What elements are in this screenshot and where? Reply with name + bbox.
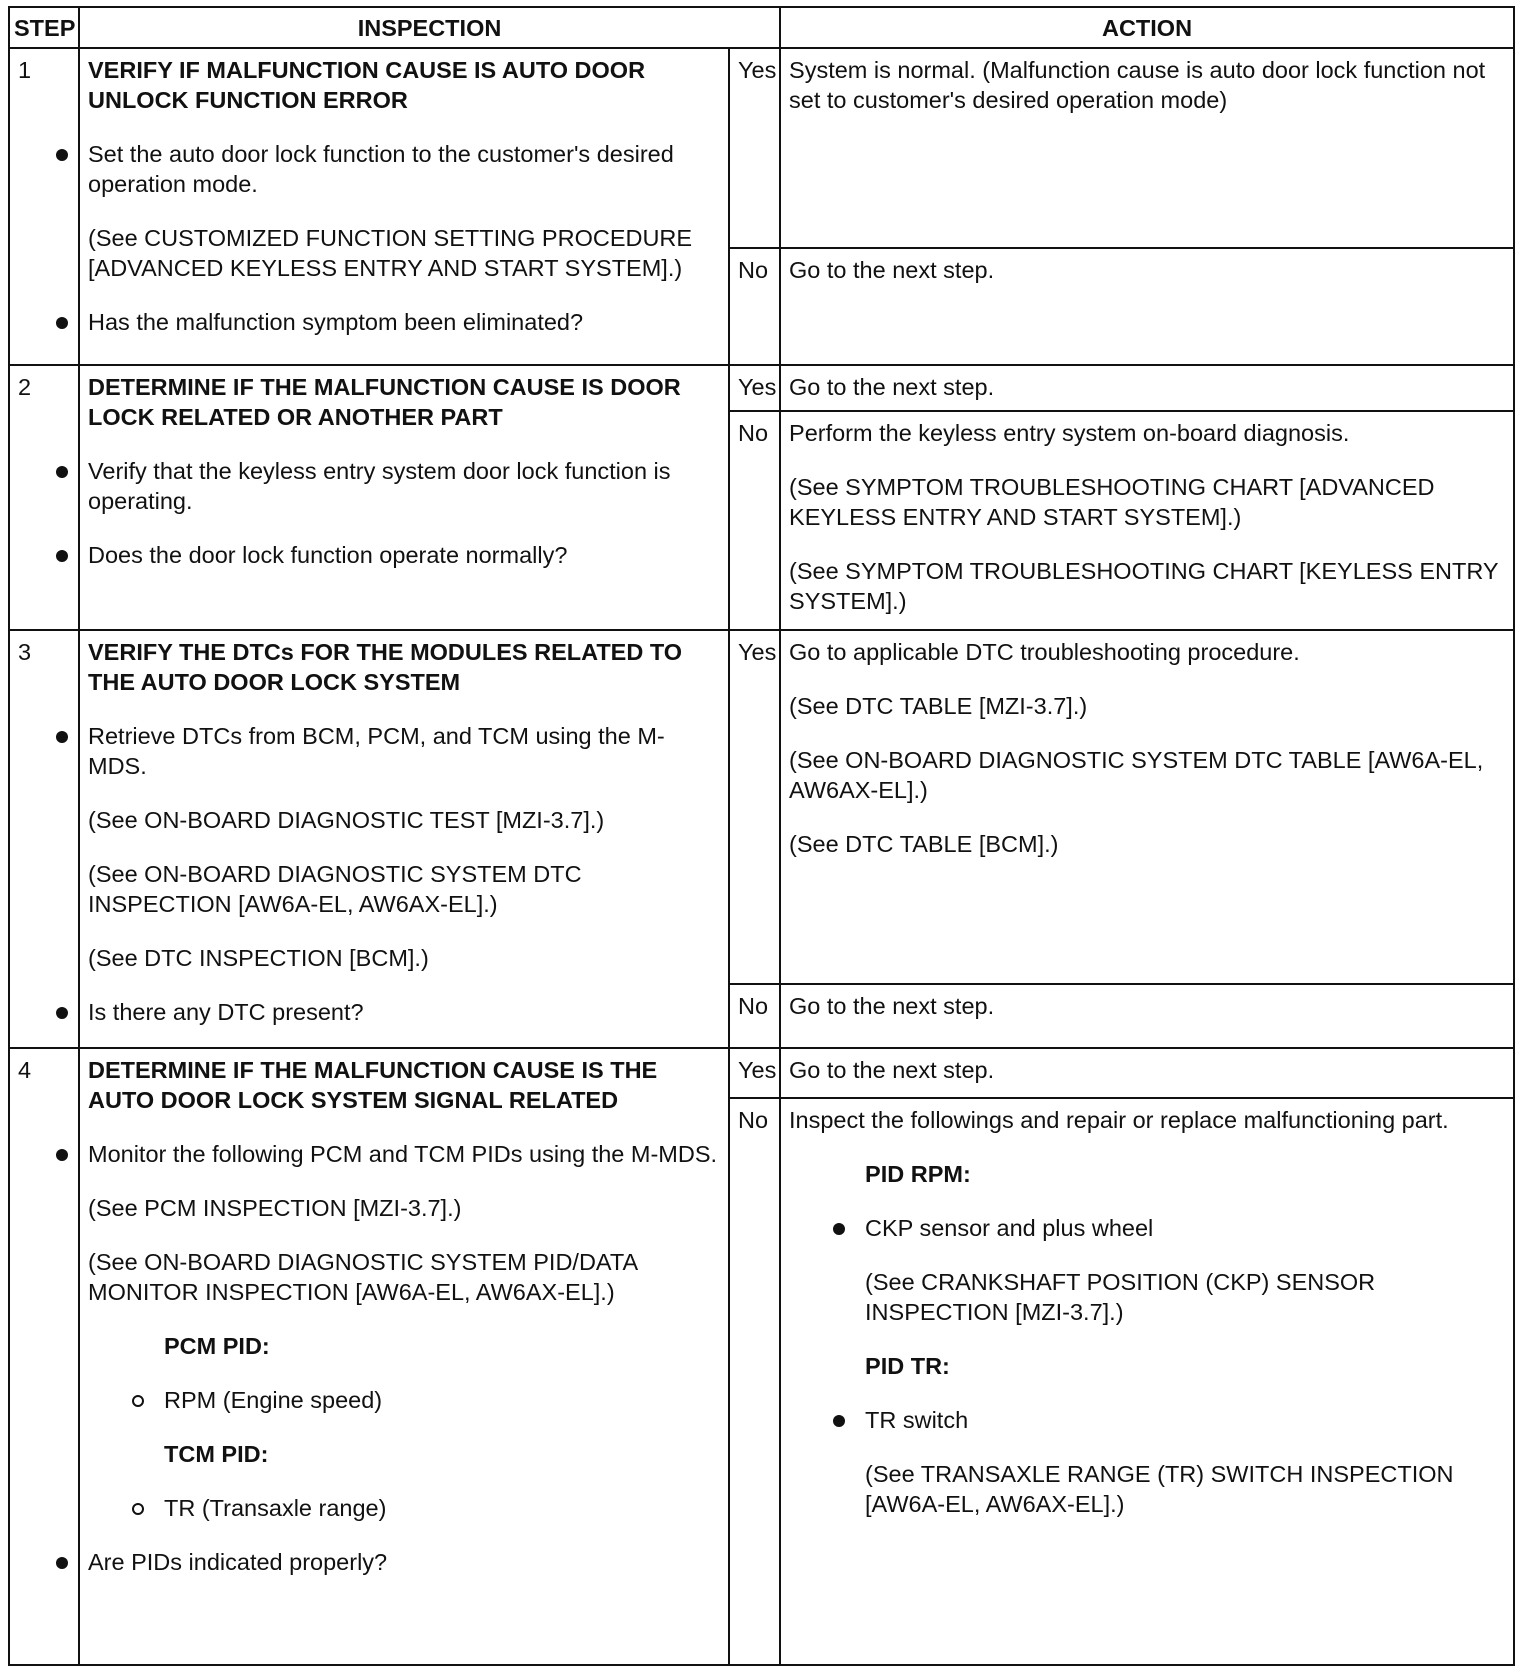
step-3-inspection (79, 630, 729, 1048)
step-title: DETERMINE IF THE MALFUNCTION CAUSE IS THE AUTO DOOR LOCK SYSTEM SIGNAL RELATED (88, 1057, 658, 1114)
step-title: DETERMINE IF THE MALFUNCTION CAUSE IS DOOR LOCK RELATED OR ANOTHER PART (88, 374, 681, 431)
reference-note: (See ON-BOARD DIAGNOSTIC SYSTEM PID/DATA MONITOR INSPECTION [AW6A-EL, AW6AX-EL].) (88, 1249, 637, 1306)
yes-action (780, 48, 1514, 248)
step-number: 4 (9, 1048, 79, 1665)
action-text: Go to applicable DTC troubleshooting procedure. (789, 639, 1300, 665)
step-1-yes-row (9, 48, 1514, 248)
step-title: VERIFY THE DTCs FOR THE MODULES RELATED TO THE AUTO DOOR LOCK SYSTEM (88, 639, 683, 695)
pcm-pid-item: RPM (Engine speed) (164, 1385, 720, 1415)
inspection-bullet: Verify that the keyless entry system door lock function is operating. (88, 456, 720, 516)
no-label: No (729, 248, 780, 365)
inspection-question: Is there any DTC present? (88, 997, 720, 1027)
step-1-inspection (79, 48, 729, 365)
diagnostic-procedure-sheet (8, 6, 1513, 1666)
no-label: No (729, 411, 780, 630)
action-text: Go to the next step. (789, 993, 995, 1020)
reference-note: (See SYMPTOM TROUBLESHOOTING CHART [ADVANCED KEYLESS ENTRY AND START SYSTEM].) (789, 473, 1435, 530)
step-column-header: STEP (9, 7, 79, 48)
reference-note: (See CRANKSHAFT POSITION (CKP) SENSOR INSPECTION [MZI-3.7].) (865, 1268, 1376, 1325)
pid-rpm-item: CKP sensor and plus wheel (865, 1213, 1505, 1243)
step-2-inspection (79, 365, 729, 630)
table-header-row (9, 7, 1514, 48)
yes-action (780, 630, 1514, 984)
yes-action (780, 1048, 1514, 1098)
reference-note: (See ON-BOARD DIAGNOSTIC SYSTEM DTC INSPECTION [AW6A-EL, AW6AX-EL].) (88, 861, 582, 917)
reference-note: (See TRANSAXLE RANGE (TR) SWITCH INSPECTION [AW6A-EL, AW6AX-EL].) (865, 1460, 1454, 1517)
action-text: Go to the next step. (789, 1057, 995, 1084)
yes-label: Yes (729, 1048, 780, 1098)
inspection-question: Has the malfunction symptom been eliminated? (88, 307, 720, 337)
action-column-header: ACTION (780, 7, 1514, 48)
pid-tr-title: PID TR: (865, 1352, 950, 1379)
tcm-pid-item: TR (Transaxle range) (164, 1493, 720, 1523)
pid-tr-item: TR switch (865, 1405, 1505, 1435)
reference-note: (See SYMPTOM TROUBLESHOOTING CHART [KEYLESS ENTRY SYSTEM].) (789, 557, 1499, 614)
inspection-bullet: Retrieve DTCs from BCM, PCM, and TCM using the M-MDS. (88, 721, 720, 781)
no-action (780, 411, 1514, 630)
reference-note: (See ON-BOARD DIAGNOSTIC TEST [MZI-3.7].) (88, 807, 605, 833)
action-text: Go to the next step. (789, 374, 995, 401)
no-action (780, 1098, 1514, 1665)
step-number: 1 (9, 48, 79, 365)
yes-action (780, 365, 1514, 411)
inspection-bullet: Set the auto door lock function to the customer's desired operation mode. (88, 139, 720, 199)
step-4-inspection (79, 1048, 729, 1665)
step-number: 2 (9, 365, 79, 630)
yes-label: Yes (729, 48, 780, 248)
inspection-bullet: Monitor the following PCM and TCM PIDs using the M-MDS. (88, 1139, 720, 1169)
step-number: 3 (9, 630, 79, 1048)
reference-note: (See CUSTOMIZED FUNCTION SETTING PROCEDURE [ADVANCED KEYLESS ENTRY AND START SYSTEM].) (88, 225, 693, 282)
reference-note: (See PCM INSPECTION [MZI-3.7].) (88, 1195, 462, 1222)
action-text: Go to the next step. (789, 257, 995, 284)
reference-note: (See DTC TABLE [BCM].) (789, 831, 1059, 857)
pid-rpm-title: PID RPM: (865, 1160, 971, 1187)
action-text: System is normal. (Malfunction cause is auto door lock function not set to customer's desired operation mode) (789, 57, 1486, 114)
no-action (780, 248, 1514, 365)
no-action (780, 984, 1514, 1048)
pcm-pid-title: PCM PID: (164, 1333, 270, 1360)
inspection-question: Does the door lock function operate normally? (88, 540, 720, 570)
inspection-question: Are PIDs indicated properly? (88, 1547, 720, 1577)
no-label: No (729, 1098, 780, 1665)
reference-note: (See DTC TABLE [MZI-3.7].) (789, 693, 1088, 719)
step-2-yes-row (9, 365, 1514, 411)
action-text: Perform the keyless entry system on-board diagnosis. (789, 419, 1350, 446)
yes-label: Yes (729, 365, 780, 411)
yes-label: Yes (729, 630, 780, 984)
no-label: No (729, 984, 780, 1048)
diagnostic-procedure-table (8, 6, 1515, 1666)
reference-note: (See DTC INSPECTION [BCM].) (88, 945, 429, 971)
step-4-yes-row (9, 1048, 1514, 1098)
inspection-column-header: INSPECTION (79, 7, 780, 48)
step-3-yes-row (9, 630, 1514, 984)
reference-note: (See ON-BOARD DIAGNOSTIC SYSTEM DTC TABLE [AW6A-EL, AW6AX-EL].) (789, 747, 1484, 803)
tcm-pid-title: TCM PID: (164, 1441, 269, 1468)
step-title: VERIFY IF MALFUNCTION CAUSE IS AUTO DOOR UNLOCK FUNCTION ERROR (88, 57, 646, 114)
action-text: Inspect the followings and repair or replace malfunctioning part. (789, 1106, 1449, 1133)
